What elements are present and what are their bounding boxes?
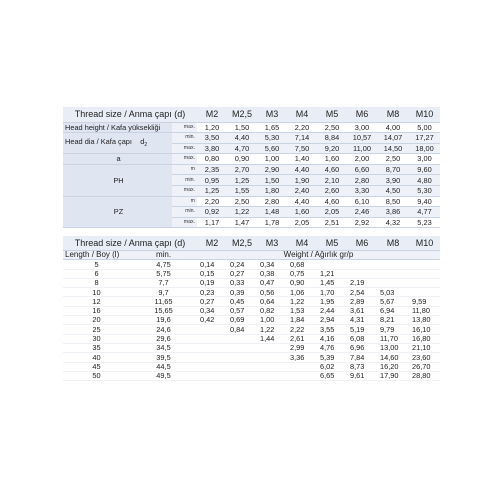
dimension-value: 4,50 bbox=[377, 186, 409, 197]
dimension-value: 1,20 bbox=[197, 122, 227, 133]
dimension-value: 1,17 bbox=[197, 217, 227, 228]
weight-value: 2,54 bbox=[347, 288, 377, 297]
dimension-value: 1,22 bbox=[227, 207, 257, 218]
dimension-row bbox=[63, 154, 440, 165]
dimension-value: 2,50 bbox=[317, 122, 347, 133]
weight-value: 0,75 bbox=[287, 269, 317, 278]
weight-value bbox=[287, 362, 317, 371]
weight-value: 8,73 bbox=[347, 362, 377, 371]
weight-value: 1,00 bbox=[257, 316, 287, 325]
dimension-label bbox=[63, 164, 172, 196]
thread-size-header: M2,5 bbox=[227, 107, 257, 122]
length-value: 8 bbox=[63, 278, 130, 287]
weight-value bbox=[409, 269, 440, 278]
weight-label: Weight / Ağırlık gr/p bbox=[197, 250, 440, 259]
weight-value: 0,57 bbox=[227, 306, 257, 315]
dimension-value: 0,92 bbox=[197, 207, 227, 218]
weight-value: 11,80 bbox=[409, 306, 440, 315]
dimension-value: 1,25 bbox=[197, 186, 227, 197]
weight-value: 0,45 bbox=[227, 297, 257, 306]
weight-value: 2,89 bbox=[347, 297, 377, 306]
tolerance-label: min. bbox=[172, 175, 197, 186]
dimension-value: 2,35 bbox=[197, 164, 227, 175]
length-value: 50 bbox=[63, 371, 130, 380]
dimension-value: 1,50 bbox=[257, 175, 287, 186]
dimension-value: 4,32 bbox=[377, 217, 409, 228]
dimensions-table bbox=[63, 107, 440, 228]
weight-value: 1,70 bbox=[317, 288, 347, 297]
dimension-value: 2,80 bbox=[257, 196, 287, 207]
dimension-value: 4,60 bbox=[317, 196, 347, 207]
weight-row bbox=[63, 334, 440, 343]
weight-value bbox=[257, 343, 287, 352]
weight-value bbox=[347, 269, 377, 278]
weight-value: 0,34 bbox=[257, 260, 287, 269]
dimension-label-text: PZ bbox=[113, 207, 124, 217]
weight-value: 2,19 bbox=[347, 278, 377, 287]
weight-value: 6,02 bbox=[317, 362, 347, 371]
dimension-value: 1,60 bbox=[287, 207, 317, 218]
dimension-value: 2,05 bbox=[287, 217, 317, 228]
weight-value: 0,23 bbox=[197, 288, 227, 297]
dimension-value: 18,00 bbox=[409, 143, 440, 154]
weight-value: 11,70 bbox=[377, 334, 409, 343]
dimension-value: 2,92 bbox=[347, 217, 377, 228]
weight-value: 16,10 bbox=[409, 325, 440, 334]
weight-value bbox=[409, 278, 440, 287]
dimension-value: 2,70 bbox=[227, 164, 257, 175]
weight-value: 17,90 bbox=[377, 371, 409, 380]
dimension-value: 3,80 bbox=[197, 143, 227, 154]
dimension-label-text: Head height / Kafa yüksekliği bbox=[65, 122, 161, 132]
length-label: Length / Boy (l) bbox=[63, 250, 130, 259]
dimension-value: 8,84 bbox=[317, 133, 347, 144]
weight-value: 0,84 bbox=[227, 325, 257, 334]
spec-sheet bbox=[63, 107, 440, 381]
weight-value: 13,80 bbox=[409, 316, 440, 325]
weight-row bbox=[63, 325, 440, 334]
weight-row bbox=[63, 260, 440, 269]
dimension-symbol: d bbox=[140, 137, 145, 147]
weight-value: 2,99 bbox=[287, 343, 317, 352]
weight-value: 0,90 bbox=[287, 278, 317, 287]
weight-value: 6,96 bbox=[347, 343, 377, 352]
weight-value: 16,80 bbox=[409, 334, 440, 343]
weight-value: 13,00 bbox=[377, 343, 409, 352]
weight-value bbox=[227, 362, 257, 371]
length-value: 30 bbox=[63, 334, 130, 343]
thread-size-header: M5 bbox=[317, 236, 347, 250]
weight-value: 5,39 bbox=[317, 353, 347, 362]
dimension-value: 2,90 bbox=[257, 164, 287, 175]
weight-value: 23,60 bbox=[409, 353, 440, 362]
weight-value bbox=[257, 353, 287, 362]
dimension-label bbox=[63, 122, 172, 133]
weight-value: 1,22 bbox=[257, 325, 287, 334]
weight-value bbox=[197, 334, 227, 343]
weight-value: 1,45 bbox=[317, 278, 347, 287]
dimension-value: 1,50 bbox=[227, 122, 257, 133]
dimension-value: 2,20 bbox=[197, 196, 227, 207]
weight-value: 0,24 bbox=[227, 260, 257, 269]
dimension-value: 5,30 bbox=[257, 133, 287, 144]
dimension-value: 1,47 bbox=[227, 217, 257, 228]
dimension-value: 9,40 bbox=[409, 196, 440, 207]
weights-subheader-row bbox=[63, 250, 440, 259]
dimension-value: 3,86 bbox=[377, 207, 409, 218]
weight-value bbox=[347, 260, 377, 269]
length-min-value: 39,5 bbox=[130, 353, 197, 362]
weight-value: 4,16 bbox=[317, 334, 347, 343]
weight-value: 0,34 bbox=[197, 306, 227, 315]
dimension-value: 1,48 bbox=[257, 207, 287, 218]
length-min-value: 24,6 bbox=[130, 325, 197, 334]
dimension-value: 1,90 bbox=[287, 175, 317, 186]
length-value: 20 bbox=[63, 316, 130, 325]
weights-table bbox=[63, 236, 440, 381]
weight-row bbox=[63, 353, 440, 362]
weight-value bbox=[317, 260, 347, 269]
weight-value: 21,10 bbox=[409, 343, 440, 352]
dimension-value: 3,30 bbox=[347, 186, 377, 197]
dimension-value: 14,07 bbox=[377, 133, 409, 144]
weight-value: 3,55 bbox=[317, 325, 347, 334]
length-min-value: 44,5 bbox=[130, 362, 197, 371]
thread-size-header: M10 bbox=[409, 236, 440, 250]
weight-value bbox=[197, 353, 227, 362]
weight-value: 8,21 bbox=[377, 316, 409, 325]
length-min-value: 9,7 bbox=[130, 288, 197, 297]
dimension-label bbox=[63, 133, 172, 154]
weight-value: 0,47 bbox=[257, 278, 287, 287]
dimension-row bbox=[63, 122, 440, 133]
thread-size-header: M3 bbox=[257, 107, 287, 122]
length-min-value: 19,6 bbox=[130, 316, 197, 325]
tolerance-label: max. bbox=[172, 186, 197, 197]
length-value: 25 bbox=[63, 325, 130, 334]
dimension-value: 3,90 bbox=[377, 175, 409, 186]
dimension-value: 3,00 bbox=[409, 154, 440, 165]
weight-row bbox=[63, 316, 440, 325]
length-min-value: 4,75 bbox=[130, 260, 197, 269]
dimensions-title: Thread size / Anma çapı (d) bbox=[63, 107, 197, 122]
dimension-value: 4,40 bbox=[287, 164, 317, 175]
weight-value: 9,79 bbox=[377, 325, 409, 334]
length-min-value: 29,6 bbox=[130, 334, 197, 343]
dimension-value: 3,00 bbox=[347, 122, 377, 133]
weight-value bbox=[257, 371, 287, 380]
weight-value: 4,76 bbox=[317, 343, 347, 352]
length-value: 10 bbox=[63, 288, 130, 297]
dimension-row bbox=[63, 164, 440, 175]
weight-value: 2,94 bbox=[317, 316, 347, 325]
dimension-value: 4,77 bbox=[409, 207, 440, 218]
weight-row bbox=[63, 371, 440, 380]
dimension-value: 2,60 bbox=[317, 186, 347, 197]
dimension-value: 2,51 bbox=[317, 217, 347, 228]
dimension-label bbox=[63, 196, 172, 228]
dimension-value: 2,40 bbox=[287, 186, 317, 197]
weight-value: 2,61 bbox=[287, 334, 317, 343]
length-value: 6 bbox=[63, 269, 130, 278]
dimension-value: 6,60 bbox=[347, 164, 377, 175]
thread-size-header: M6 bbox=[347, 236, 377, 250]
weight-value: 0,27 bbox=[197, 297, 227, 306]
length-min-value: 34,5 bbox=[130, 343, 197, 352]
weight-value: 1,22 bbox=[287, 297, 317, 306]
length-value: 16 bbox=[63, 306, 130, 315]
weight-value: 6,94 bbox=[377, 306, 409, 315]
weight-value bbox=[227, 353, 257, 362]
weight-value: 0,56 bbox=[257, 288, 287, 297]
dimension-value: 11,00 bbox=[347, 143, 377, 154]
thread-size-header: M2 bbox=[197, 236, 227, 250]
thread-size-header: M2 bbox=[197, 107, 227, 122]
dimension-value: 2,05 bbox=[317, 207, 347, 218]
dimension-value: 4,40 bbox=[227, 133, 257, 144]
dimension-label-text: a bbox=[116, 154, 121, 164]
weight-value bbox=[377, 260, 409, 269]
dimension-value: 0,80 bbox=[197, 154, 227, 165]
weight-value: 7,84 bbox=[347, 353, 377, 362]
tolerance-label: min. bbox=[172, 207, 197, 218]
dimension-value: 4,60 bbox=[317, 164, 347, 175]
dimension-value: 2,50 bbox=[377, 154, 409, 165]
dimension-row bbox=[63, 133, 440, 144]
thread-size-header: M10 bbox=[409, 107, 440, 122]
weight-value: 0,68 bbox=[287, 260, 317, 269]
weight-value: 1,95 bbox=[317, 297, 347, 306]
tolerance-label: m bbox=[172, 164, 197, 175]
weight-value: 0,82 bbox=[257, 306, 287, 315]
dimension-value: 6,10 bbox=[347, 196, 377, 207]
dimension-value: 2,46 bbox=[347, 207, 377, 218]
weights-header-row bbox=[63, 236, 440, 250]
weight-value: 2,22 bbox=[287, 325, 317, 334]
dimension-value: 3,50 bbox=[197, 133, 227, 144]
dimension-value: 1,25 bbox=[227, 175, 257, 186]
dimension-value: 4,80 bbox=[409, 175, 440, 186]
dimension-label bbox=[63, 154, 172, 165]
weight-value: 6,08 bbox=[347, 334, 377, 343]
weight-value: 16,20 bbox=[377, 362, 409, 371]
dimension-value: 14,50 bbox=[377, 143, 409, 154]
length-min-value: 11,65 bbox=[130, 297, 197, 306]
dimension-value: 1,60 bbox=[317, 154, 347, 165]
dimension-value: 0,95 bbox=[197, 175, 227, 186]
dimension-value: 5,00 bbox=[409, 122, 440, 133]
weights-title: Thread size / Anma çapı (d) bbox=[63, 236, 197, 250]
thread-size-header: M3 bbox=[257, 236, 287, 250]
weight-value bbox=[197, 325, 227, 334]
weight-value: 9,61 bbox=[347, 371, 377, 380]
dimension-value: 7,50 bbox=[287, 143, 317, 154]
weight-value bbox=[227, 343, 257, 352]
weight-value: 5,67 bbox=[377, 297, 409, 306]
dimension-value: 8,70 bbox=[377, 164, 409, 175]
weight-value: 3,36 bbox=[287, 353, 317, 362]
thread-size-header: M6 bbox=[347, 107, 377, 122]
length-min-value: 15,65 bbox=[130, 306, 197, 315]
length-min-value: 7,7 bbox=[130, 278, 197, 287]
length-value: 35 bbox=[63, 343, 130, 352]
weight-value: 9,59 bbox=[409, 297, 440, 306]
weight-value: 0,33 bbox=[227, 278, 257, 287]
dimension-row bbox=[63, 196, 440, 207]
weight-row bbox=[63, 362, 440, 371]
weight-row bbox=[63, 306, 440, 315]
weight-value bbox=[197, 343, 227, 352]
thread-size-header: M8 bbox=[377, 236, 409, 250]
weight-value: 4,31 bbox=[347, 316, 377, 325]
length-value: 40 bbox=[63, 353, 130, 362]
weight-value: 1,84 bbox=[287, 316, 317, 325]
weight-value bbox=[377, 278, 409, 287]
dimension-value: 10,57 bbox=[347, 133, 377, 144]
weight-value: 6,65 bbox=[317, 371, 347, 380]
weight-value: 0,64 bbox=[257, 297, 287, 306]
dimension-label-text: Head dia / Kafa çapı bbox=[65, 137, 132, 147]
dimension-value: 1,00 bbox=[257, 154, 287, 165]
dimension-value: 1,55 bbox=[227, 186, 257, 197]
dimensions-header-row bbox=[63, 107, 440, 122]
dimension-value: 4,70 bbox=[227, 143, 257, 154]
tolerance-label: m bbox=[172, 196, 197, 207]
weight-value: 1,06 bbox=[287, 288, 317, 297]
weight-value bbox=[197, 371, 227, 380]
tolerance-label: max. bbox=[172, 122, 197, 133]
weight-value: 1,53 bbox=[287, 306, 317, 315]
weight-value: 0,38 bbox=[257, 269, 287, 278]
min-label: min. bbox=[130, 250, 197, 259]
dimension-value: 17,27 bbox=[409, 133, 440, 144]
dimension-value: 2,10 bbox=[317, 175, 347, 186]
dimension-value: 5,23 bbox=[409, 217, 440, 228]
weight-value: 1,44 bbox=[257, 334, 287, 343]
dimension-value: 4,00 bbox=[377, 122, 409, 133]
weight-row bbox=[63, 288, 440, 297]
dimension-label-text: PH bbox=[113, 175, 124, 185]
dimension-value: 2,80 bbox=[347, 175, 377, 186]
weight-value: 2,44 bbox=[317, 306, 347, 315]
weight-value: 0,69 bbox=[227, 316, 257, 325]
dimension-value: 7,14 bbox=[287, 133, 317, 144]
weight-value: 1,21 bbox=[317, 269, 347, 278]
length-value: 5 bbox=[63, 260, 130, 269]
weight-value bbox=[227, 371, 257, 380]
thread-size-header: M5 bbox=[317, 107, 347, 122]
dimension-value: 1,65 bbox=[257, 122, 287, 133]
thread-size-header: M4 bbox=[287, 107, 317, 122]
weight-value: 0,14 bbox=[197, 260, 227, 269]
dimension-value: 2,50 bbox=[227, 196, 257, 207]
weight-row bbox=[63, 297, 440, 306]
weight-value: 26,70 bbox=[409, 362, 440, 371]
dimension-value: 1,40 bbox=[287, 154, 317, 165]
dimension-value: 5,30 bbox=[409, 186, 440, 197]
dimension-value: 2,20 bbox=[287, 122, 317, 133]
weight-value bbox=[227, 334, 257, 343]
weight-value bbox=[409, 288, 440, 297]
tolerance-label: max. bbox=[172, 154, 197, 165]
dimension-value: 5,60 bbox=[257, 143, 287, 154]
dimension-value: 1,78 bbox=[257, 217, 287, 228]
weight-value bbox=[377, 269, 409, 278]
weight-value: 0,27 bbox=[227, 269, 257, 278]
thread-size-header: M8 bbox=[377, 107, 409, 122]
weight-row bbox=[63, 269, 440, 278]
dimension-value: 8,50 bbox=[377, 196, 409, 207]
weight-row bbox=[63, 343, 440, 352]
weight-value: 28,80 bbox=[409, 371, 440, 380]
length-min-value: 5,75 bbox=[130, 269, 197, 278]
dimension-value: 1,80 bbox=[257, 186, 287, 197]
length-value: 12 bbox=[63, 297, 130, 306]
dimension-value: 2,00 bbox=[347, 154, 377, 165]
weight-value: 0,15 bbox=[197, 269, 227, 278]
length-value: 45 bbox=[63, 362, 130, 371]
weight-value bbox=[409, 260, 440, 269]
weight-value bbox=[197, 362, 227, 371]
tolerance-label: max. bbox=[172, 217, 197, 228]
dimension-value: 9,20 bbox=[317, 143, 347, 154]
weight-row bbox=[63, 278, 440, 287]
length-min-value: 49,5 bbox=[130, 371, 197, 380]
weight-value: 0,39 bbox=[227, 288, 257, 297]
weight-value bbox=[257, 362, 287, 371]
weight-value: 0,42 bbox=[197, 316, 227, 325]
dimension-value: 4,40 bbox=[287, 196, 317, 207]
weight-value: 3,61 bbox=[347, 306, 377, 315]
thread-size-header: M2,5 bbox=[227, 236, 257, 250]
weight-value: 5,03 bbox=[377, 288, 409, 297]
weight-value: 0,19 bbox=[197, 278, 227, 287]
weight-value bbox=[287, 371, 317, 380]
thread-size-header: M4 bbox=[287, 236, 317, 250]
tolerance-label: max. bbox=[172, 143, 197, 154]
dimension-value: 9,60 bbox=[409, 164, 440, 175]
dimension-symbol-subscript: 2 bbox=[144, 142, 148, 149]
weight-value: 14,60 bbox=[377, 353, 409, 362]
tolerance-label: min. bbox=[172, 133, 197, 144]
dimension-value: 0,90 bbox=[227, 154, 257, 165]
weight-value: 5,19 bbox=[347, 325, 377, 334]
